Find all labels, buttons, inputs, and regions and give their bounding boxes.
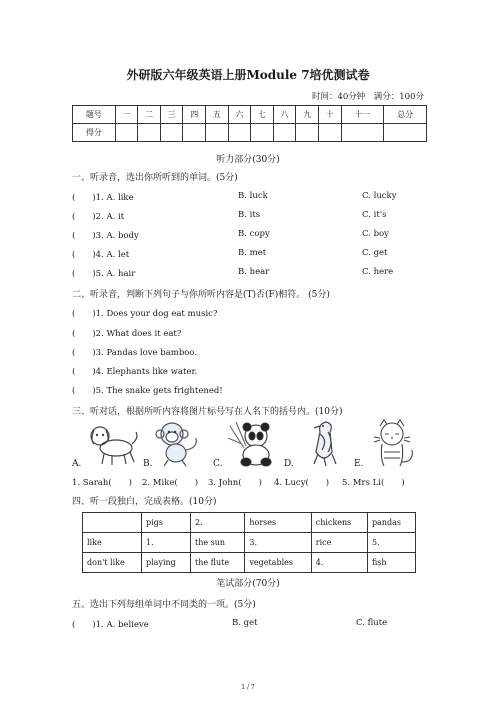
eagle-picture — [298, 418, 356, 468]
score-input-cell[interactable] — [251, 124, 274, 142]
score-cell: 六 — [228, 106, 251, 124]
section-5-heading: 五、选出下列每组单词中不同类的一项。(5分) — [72, 600, 256, 610]
table-cell[interactable]: 3. — [245, 533, 311, 553]
table-cell: rice — [311, 533, 367, 553]
picture-label-c: C. — [213, 459, 223, 469]
score-cell: 总分 — [384, 106, 427, 124]
table-cell: chickens — [311, 513, 367, 533]
score-cell: 得分 — [73, 124, 116, 142]
score-input-cell[interactable] — [273, 124, 296, 142]
option-c: C. flute — [356, 618, 388, 628]
option-b: B. its — [238, 210, 261, 220]
table-cell — [83, 513, 142, 533]
table-cell[interactable]: 5. — [367, 533, 415, 553]
question-stem[interactable]: ( )2. A. it — [72, 212, 125, 222]
picture-label-b: B. — [143, 459, 153, 469]
monkey-picture — [150, 418, 208, 468]
listening-section-header: 听力部分(30分) — [216, 155, 280, 165]
table-row — [83, 533, 416, 553]
option-c: C. boy — [362, 229, 389, 239]
table-cell: playing — [142, 553, 191, 573]
section-4-heading: 四、听一段独白，完成表格。(10分) — [72, 497, 217, 507]
score-cell: 五 — [206, 106, 229, 124]
name-answer-item[interactable]: 4. Lucy( ) — [274, 478, 330, 488]
table-cell: the flute — [190, 553, 244, 573]
page-title: 外研版六年级英语上册Module 7培优测试卷 — [126, 68, 370, 82]
statement-item[interactable]: ( )4. Elephants like water. — [72, 367, 198, 377]
cat-picture — [366, 418, 424, 468]
statement-item[interactable]: ( )2. What does it eat? — [72, 329, 182, 339]
score-input-cell[interactable] — [138, 124, 161, 142]
question-stem[interactable]: ( )5. A. hair — [72, 269, 136, 279]
score-cell: 二 — [138, 106, 161, 124]
score-cell: 一 — [115, 106, 138, 124]
score-input-cell[interactable] — [228, 124, 251, 142]
section-1-heading: 一、听录音，选出你所听到的单词。(5分) — [72, 173, 238, 183]
question-stem[interactable]: ( )1. A. believe — [72, 620, 149, 630]
score-input-cell[interactable] — [183, 124, 206, 142]
page-number: 1 / 7 — [241, 684, 255, 691]
score-input-cell[interactable] — [160, 124, 183, 142]
statement-item[interactable]: ( )3. Pandas love bamboo. — [72, 348, 198, 358]
name-answer-item[interactable]: 3. John( ) — [208, 478, 262, 488]
option-c: C. get — [362, 248, 388, 258]
score-table-header-row — [73, 106, 427, 124]
score-cell: 题号 — [73, 106, 116, 124]
option-b: B. copy — [238, 229, 270, 239]
table-cell: fish — [367, 553, 415, 573]
picture-label-d: D. — [284, 459, 294, 469]
table-cell: pigs — [142, 513, 191, 533]
table-cell: horses — [245, 513, 311, 533]
table-cell: pandas — [367, 513, 415, 533]
table-cell: like — [83, 533, 142, 553]
score-input-cell[interactable] — [206, 124, 229, 142]
score-cell: 七 — [251, 106, 274, 124]
dog-picture — [84, 418, 142, 468]
score-cell: 十一 — [341, 106, 384, 124]
option-b: B. get — [232, 618, 258, 628]
score-cell: 三 — [160, 106, 183, 124]
score-table — [72, 105, 427, 142]
table-cell[interactable]: 4. — [311, 553, 367, 573]
score-input-cell[interactable] — [319, 124, 342, 142]
score-input-cell[interactable] — [296, 124, 319, 142]
animal-table — [82, 512, 416, 573]
picture-label-e: E. — [354, 459, 364, 469]
picture-label-a: A. — [72, 459, 82, 469]
question-stem[interactable]: ( )3. A. body — [72, 231, 139, 241]
written-section-header: 笔试部分(70分) — [216, 579, 280, 589]
question-stem[interactable]: ( )4. A. let — [72, 250, 130, 260]
score-input-cell[interactable] — [341, 124, 384, 142]
section-3-heading: 三、听对话，根据所听内容将图片标号写在人名下的括号内。(10分) — [72, 407, 343, 417]
table-cell: the sun — [190, 533, 244, 553]
time-score-info: 时间：40分钟 满分：100分 — [311, 92, 424, 102]
score-table-score-row — [73, 124, 427, 142]
question-stem[interactable]: ( )1. A. like — [72, 193, 134, 203]
option-b: B. hear — [238, 267, 270, 277]
name-answer-item[interactable]: 2. Mike( ) — [142, 478, 199, 488]
name-answer-item[interactable]: 5. Mrs Li( ) — [342, 478, 405, 488]
score-cell: 十 — [319, 106, 342, 124]
table-cell[interactable]: 2. — [190, 513, 244, 533]
statement-item[interactable]: ( )1. Does your dog eat music? — [72, 309, 218, 319]
score-cell: 九 — [296, 106, 319, 124]
option-c: C. it's — [362, 210, 387, 220]
name-answer-item[interactable]: 1. Sarah( ) — [72, 478, 132, 488]
score-input-cell[interactable] — [115, 124, 138, 142]
table-row — [83, 513, 416, 533]
score-input-cell[interactable] — [384, 124, 427, 142]
statement-item[interactable]: ( )5. The snake gets frightened! — [72, 386, 223, 396]
section-2-heading: 二、听录音，判断下列句子与你所听内容是(T)否(F)相符。 (5分) — [72, 290, 330, 300]
option-c: C. lucky — [362, 191, 397, 201]
table-cell: vegetables — [245, 553, 311, 573]
score-cell: 四 — [183, 106, 206, 124]
score-cell: 八 — [273, 106, 296, 124]
table-row — [83, 553, 416, 573]
table-cell[interactable]: 1. — [142, 533, 191, 553]
table-cell: don't like — [83, 553, 142, 573]
option-b: B. luck — [238, 191, 268, 201]
option-b: B. met — [238, 248, 267, 258]
panda-picture — [226, 418, 284, 468]
option-c: C. here — [362, 267, 394, 277]
